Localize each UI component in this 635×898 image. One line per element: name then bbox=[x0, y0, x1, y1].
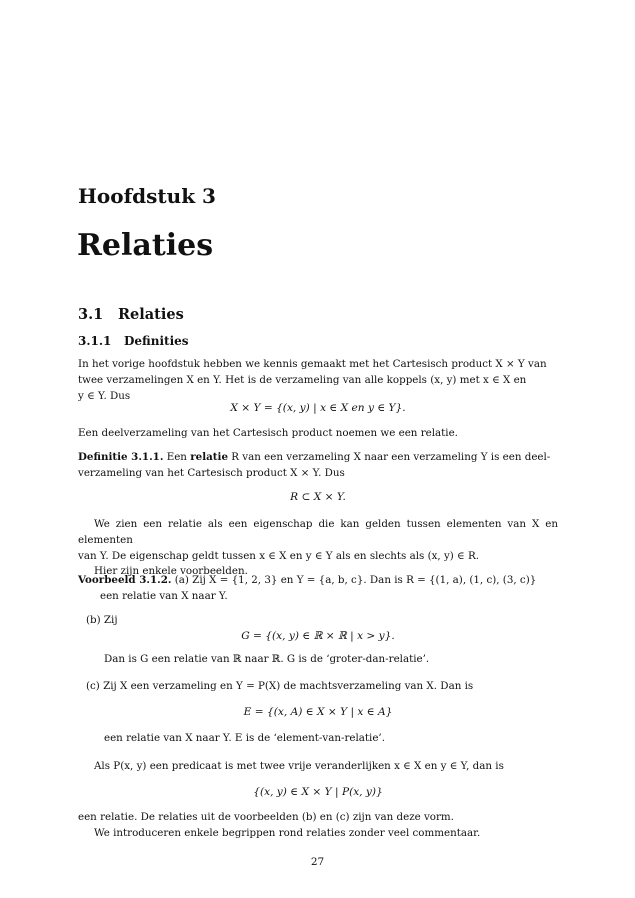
intro-paragraph bbox=[78, 357, 558, 404]
example-a-line-2: een relatie van X naar Y. bbox=[100, 589, 228, 602]
definition-term: relatie bbox=[190, 451, 228, 463]
page-number: 27 bbox=[310, 856, 325, 868]
definition-head: Definitie 3.1.1. bbox=[78, 451, 164, 463]
equation-cartesian-product: X × Y = {(x, y) | x ∈ X en y ∈ Y}. bbox=[230, 402, 406, 414]
example-c-line-1: (c) Zij X een verzameling en Y = P(X) de machtsverzameling van X. Dan is bbox=[86, 680, 474, 692]
equation-predicate: {(x, y) ∈ X × Y | P(x, y)} bbox=[253, 786, 383, 798]
example-a-line-1: Voorbeeld 3.1.2. (a) Zij X = {1, 2, 3} en Y = {a, b, c}. Dan is R = {(1, a), (1, c), (3, c)} bbox=[78, 574, 537, 586]
equation-element-van: E = {(x, A) ∈ X × Y | x ∈ A} bbox=[243, 706, 393, 718]
subsection-heading bbox=[78, 334, 189, 348]
example-b-after: Dan is G een relatie van ℝ naar ℝ. G is de ‘groter-dan-relatie’. bbox=[104, 653, 430, 665]
closing-paragraph bbox=[78, 810, 558, 842]
example-b-label: (b) Zij bbox=[86, 614, 118, 626]
example-a bbox=[78, 573, 558, 605]
intro-line-1: In het vorige hoofdstuk hebben we kennis gemaakt met het Cartesisch product X × Y van bbox=[78, 358, 547, 370]
example-head: Voorbeeld 3.1.2. bbox=[78, 574, 172, 586]
subsection-title: Definities bbox=[124, 334, 189, 348]
definition-line-2: verzameling van het Cartesisch product X × Y. Dus bbox=[78, 466, 345, 479]
equation-groter-dan: G = {(x, y) ∈ ℝ × ℝ | x > y}. bbox=[241, 630, 395, 642]
example-c-after: een relatie van X naar Y. E is de ‘element-van-relatie’. bbox=[104, 732, 385, 744]
section-title: Relaties bbox=[118, 306, 184, 323]
section-number: 3.1 bbox=[78, 306, 104, 323]
section-heading bbox=[78, 306, 184, 323]
equation-relation-subset: R ⊂ X × Y. bbox=[290, 491, 346, 503]
chapter-title: Relaties bbox=[77, 228, 214, 263]
definition-line-1: Definitie 3.1.1. Een relatie R van een verzameling X naar een verzameling Y is een deel- bbox=[78, 451, 551, 463]
closing-line-2: We introduceren enkele begrippen rond relaties zonder veel commentaar. bbox=[94, 826, 481, 839]
chapter-label: Hoofdstuk 3 bbox=[78, 184, 216, 208]
intro-line-2: twee verzamelingen X en Y. Het is de verzameling van alle koppels (x, y) met x ∈ X en bbox=[78, 373, 527, 386]
relation-sentence: Een deelverzameling van het Cartesisch product noemen we een relatie. bbox=[78, 427, 458, 439]
remark-line-1: We zien een relatie als een eigenschap die kan gelden tussen elementen van X en elementen bbox=[78, 518, 558, 546]
remark-line-3: Hier zijn enkele voorbeelden. bbox=[94, 565, 248, 578]
subsection-number: 3.1.1 bbox=[78, 334, 112, 348]
predicate-line-1: Als P(x, y) een predicaat is met twee vrije veranderlijken x ∈ X en y ∈ Y, dan is bbox=[94, 760, 504, 772]
remark-line-2: van Y. De eigenschap geldt tussen x ∈ X en y ∈ Y als en slechts als (x, y) ∈ R. bbox=[78, 549, 479, 562]
definition-block bbox=[78, 450, 558, 482]
closing-line-1: een relatie. De relaties uit de voorbeelden (b) en (c) zijn van deze vorm. bbox=[78, 811, 454, 823]
remark-paragraph bbox=[78, 517, 558, 580]
intro-line-3: y ∈ Y. Dus bbox=[78, 389, 131, 402]
